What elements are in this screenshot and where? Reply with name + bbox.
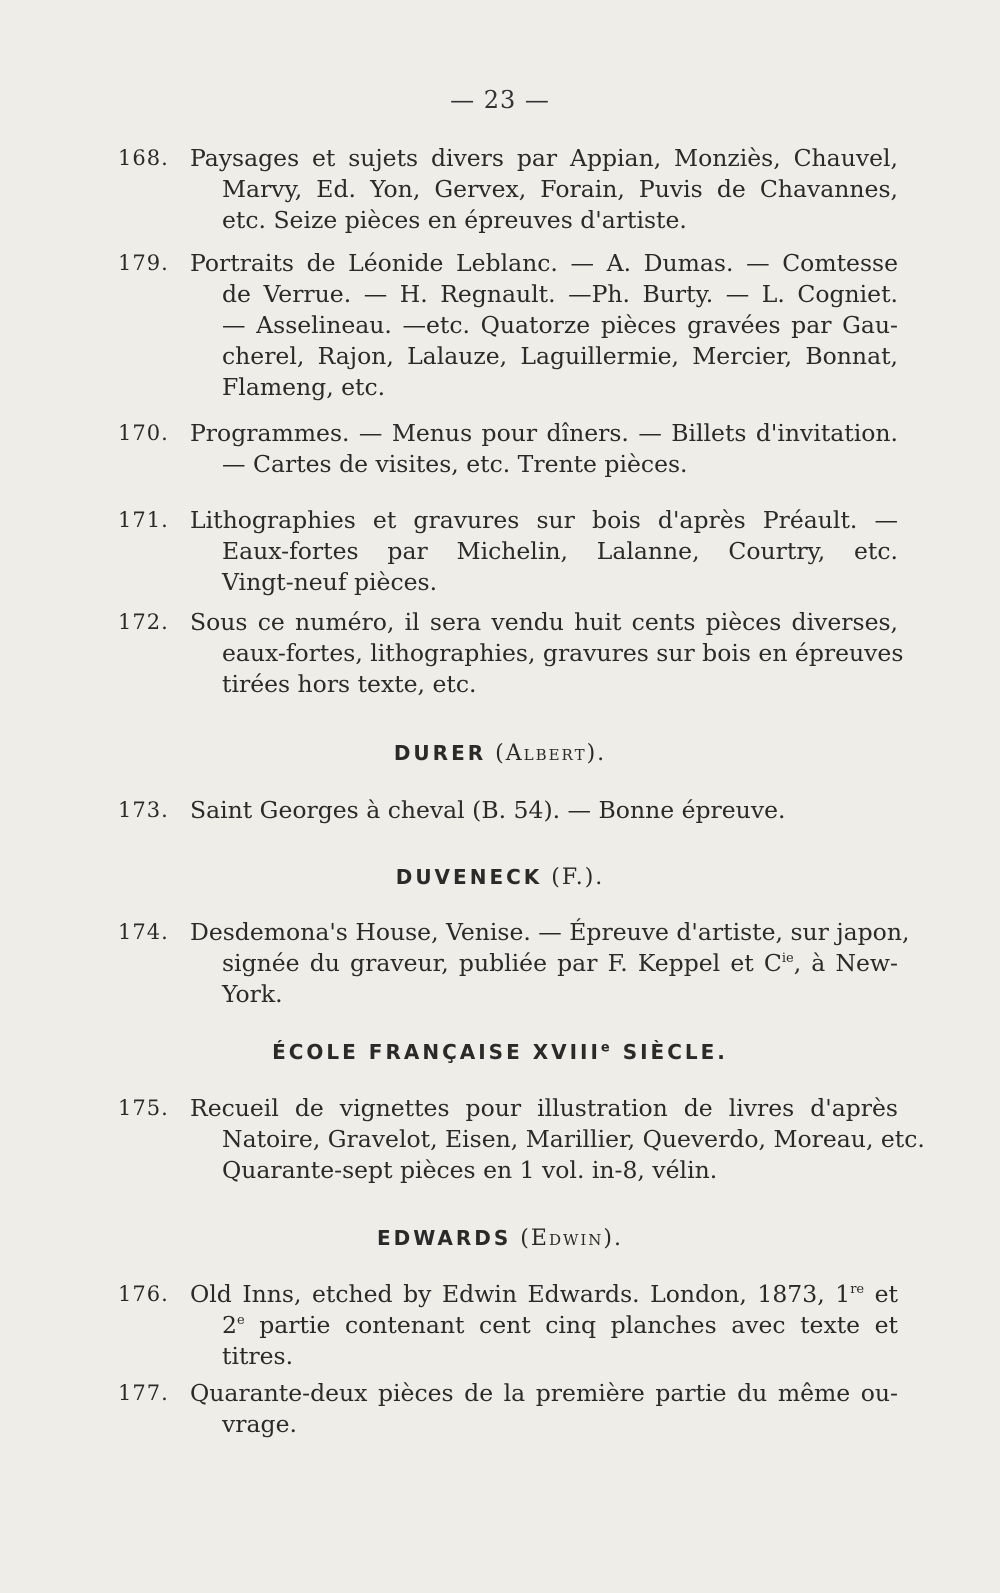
catalog-entry (118, 505, 898, 598)
superscript: re (850, 1282, 865, 1298)
entry-text (190, 418, 898, 480)
entry-line: Marvy, Ed. Yon, Gervex, Forain, Puvis de Chavannes, (222, 175, 898, 203)
entry-text (190, 607, 904, 700)
catalog-entry (118, 143, 898, 236)
catalog-entry (118, 917, 910, 1010)
entry-line: de Verrue. — H. Regnault. —Ph. Burty. — L. Cogniet. (222, 280, 898, 308)
entry-number: 175. (118, 1096, 169, 1120)
catalog-entry (118, 607, 904, 700)
entry-text (190, 1279, 898, 1372)
entry-number: 177. (118, 1381, 169, 1405)
entry-line: York. (222, 980, 283, 1008)
entry-line-part: signée du graveur, publiée par F. Keppel et C (222, 949, 782, 977)
school-name-part: ÉCOLE FRANÇAISE XVIII (272, 1040, 601, 1064)
entry-text (190, 1093, 925, 1186)
entry-line-part: Old Inns, etched by Edwin Edwards. London, 1873, 1 (190, 1280, 851, 1308)
entry-line (190, 948, 898, 979)
superscript: e (600, 1040, 613, 1056)
entry-line: Sous ce numéro, il sera vendu huit cents pièces diverses, (190, 608, 898, 636)
entry-line: Quarante-deux pièces de la première partie du même ou- (190, 1379, 898, 1407)
entry-line-part: 2 (222, 1311, 237, 1339)
entry-line: cherel, Rajon, Lalauze, Laguillermie, Mercier, Bonnat, (222, 342, 898, 370)
superscript: e (236, 1313, 245, 1329)
entry-number: 179. (118, 251, 169, 275)
entry-line-part: , à New- (793, 949, 898, 977)
entry-text (190, 795, 898, 826)
entry-number: 170. (118, 421, 169, 445)
entry-text (190, 917, 910, 1010)
entry-line: Saint Georges à cheval (B. 54). — Bonne épreuve. (190, 796, 786, 824)
entry-text (190, 143, 898, 236)
entry-line: Paysages et sujets divers par Appian, Monziès, Chauvel, (190, 144, 898, 172)
catalog-entry (118, 418, 898, 480)
school-name (272, 1040, 728, 1064)
artist-heading (0, 741, 1000, 766)
catalog-entry (118, 248, 898, 403)
entry-number: 168. (118, 146, 169, 170)
entry-text (190, 505, 898, 598)
entry-line: Lithographies et gravures sur bois d'après Préault. — (190, 506, 898, 534)
entry-line: tirées hors texte, etc. (222, 670, 477, 698)
entry-line: — Cartes de visites, etc. Trente pièces. (222, 450, 688, 478)
entry-line: vrage. (222, 1410, 297, 1438)
entry-text (190, 248, 898, 403)
entry-number: 174. (118, 920, 169, 944)
entry-line: etc. Seize pièces en épreuves d'artiste. (222, 206, 687, 234)
entry-line: Portraits de Léonide Leblanc. — A. Dumas. — Comtesse (190, 249, 898, 277)
school-heading (0, 1040, 1000, 1065)
artist-firstname: (F.). (551, 865, 605, 890)
entry-line (190, 1279, 898, 1310)
entry-line-part: partie contenant cent cinq planches avec texte et (244, 1311, 898, 1339)
school-name-part: SIÈCLE. (612, 1040, 728, 1064)
entry-line: Programmes. — Menus pour dîners. — Billets d'invitation. (190, 419, 898, 447)
entry-line: Quarante-sept pièces en 1 vol. in-8, vélin. (222, 1156, 718, 1184)
entry-line: Desdemona's House, Venise. — Épreuve d'artiste, sur japon, (190, 918, 910, 946)
catalog-entry (118, 795, 898, 826)
artist-heading (0, 1226, 1000, 1251)
entry-line: Flameng, etc. (222, 373, 386, 401)
entry-text (190, 1378, 898, 1440)
artist-firstname: (Albert). (495, 741, 607, 766)
artist-firstname: (Edwin). (520, 1226, 624, 1251)
entry-number: 172. (118, 610, 169, 634)
entry-line: eaux-fortes, lithographies, gravures sur bois en épreuves (222, 639, 904, 667)
entry-number: 173. (118, 798, 169, 822)
entry-number: 171. (118, 508, 169, 532)
entry-number: 176. (118, 1282, 169, 1306)
artist-name: DURER (393, 741, 487, 765)
entry-line: Eaux-fortes par Michelin, Lalanne, Courtry, etc. (222, 537, 898, 565)
artist-heading (0, 865, 1000, 890)
catalog-entry (118, 1279, 898, 1372)
page-number: — 23 — (450, 86, 550, 114)
catalog-entry (118, 1378, 898, 1440)
entry-line-part: et (864, 1280, 899, 1308)
artist-name: EDWARDS (376, 1226, 512, 1250)
entry-line: — Asselineau. —etc. Quatorze pièces gravées par Gau- (222, 311, 898, 339)
entry-line: Recueil de vignettes pour illustration de livres d'après (190, 1094, 898, 1122)
entry-line: Natoire, Gravelot, Eisen, Marillier, Queverdo, Moreau, etc. (222, 1125, 925, 1153)
artist-name: DUVENECK (395, 865, 543, 889)
entry-line (190, 1310, 898, 1341)
entry-line: titres. (222, 1342, 294, 1370)
superscript: ie (781, 951, 794, 967)
catalog-entry (118, 1093, 925, 1186)
entry-line: Vingt-neuf pièces. (222, 568, 438, 596)
